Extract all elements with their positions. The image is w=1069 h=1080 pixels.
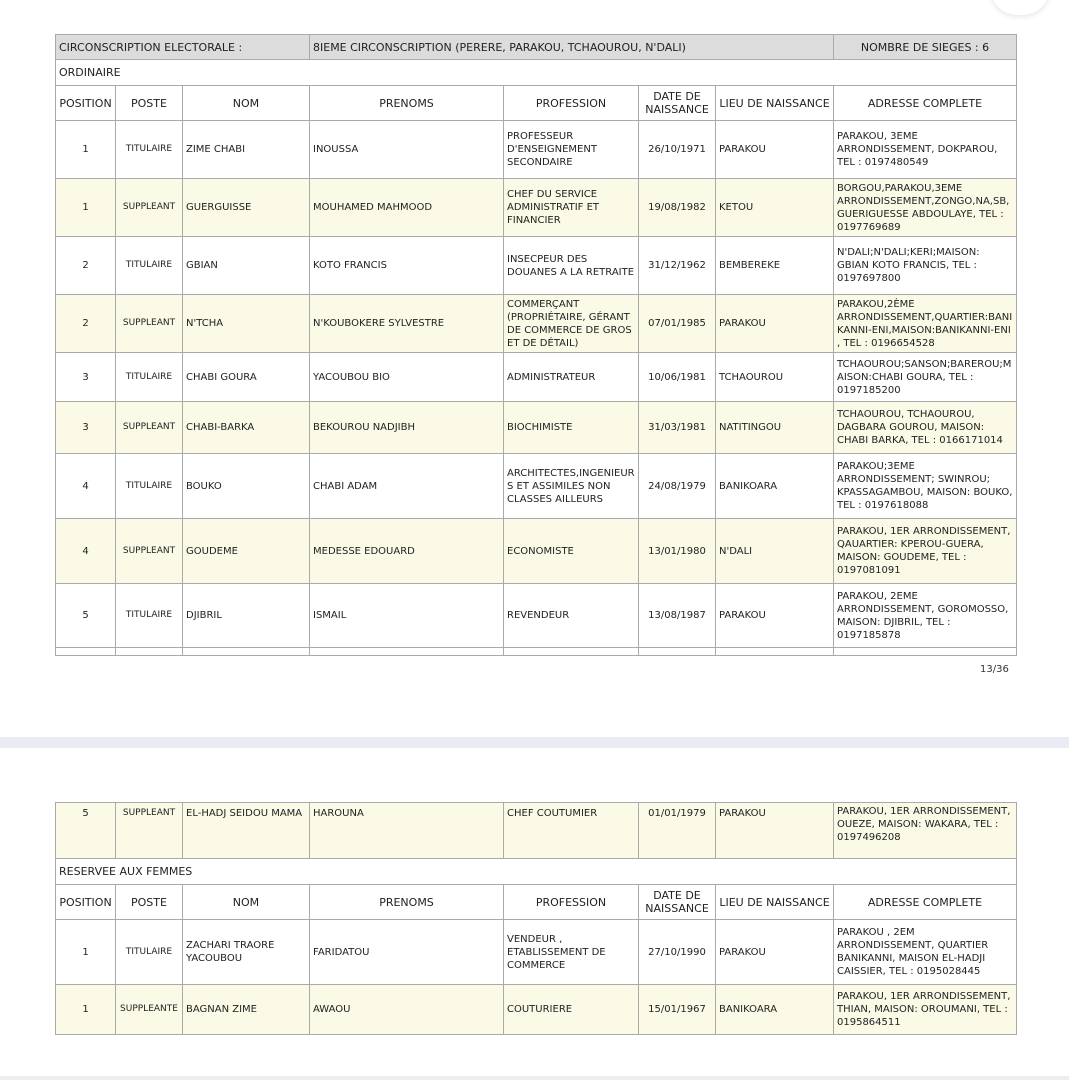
cell-date: 24/08/1979 [639, 454, 716, 519]
cell-profession: PROFESSEUR D'ENSEIGNEMENT SECONDAIRE [504, 121, 639, 179]
cell-profession: ARCHITECTES,INGENIEUR S ET ASSIMILES NON CLASSES AILLEURS [504, 454, 639, 519]
cell-lieu: BEMBEREKE [716, 237, 834, 295]
cell-lieu: N'DALI [716, 519, 834, 584]
cell-prenoms: FARIDATOU [310, 920, 504, 985]
cell-lieu: KETOU [716, 179, 834, 237]
cell-profession: CHEF DU SERVICE ADMINISTRATIF ET FINANCIER [504, 179, 639, 237]
document-page-13 [55, 34, 1016, 656]
cell-poste: TITULAIRE [116, 353, 183, 402]
cell-nom: CHABI GOURA [183, 353, 310, 402]
cell-profession: COMMERÇANT (PROPRIÉTAIRE, GÉRANT DE COMMERCE DE GROS ET DE DÉTAIL) [504, 295, 639, 353]
cell-prenoms: HAROUNA [310, 803, 504, 859]
cell-lieu: BANIKOARA [716, 454, 834, 519]
cell-date: 01/01/1979 [639, 803, 716, 859]
cell-lieu: TCHAOUROU [716, 353, 834, 402]
cell-nom: ZIME CHABI [183, 121, 310, 179]
cell-adresse: BORGOU,PARAKOU,3EME ARRONDISSEMENT,ZONGO,NA,SB, GUERIGUESSE ABDOULAYE, TEL : 0197769689 [834, 179, 1017, 237]
table-row [56, 295, 1017, 353]
col-date-line1: DATE DE [653, 90, 701, 103]
cell-profession: ECONOMISTE [504, 519, 639, 584]
cell-position: 2 [56, 237, 116, 295]
column-header-row [56, 885, 1017, 920]
cell-adresse: N'DALI;N'DALI;KERI;MAISON: GBIAN KOTO FRANCIS, TEL : 0197697800 [834, 237, 1017, 295]
cell-nom: GOUDEME [183, 519, 310, 584]
cell-date: 13/01/1980 [639, 519, 716, 584]
cell-profession: CHEF COUTUMIER [504, 803, 639, 859]
cell-prenoms: MOUHAMED MAHMOOD [310, 179, 504, 237]
cell-position: 1 [56, 179, 116, 237]
cell-nom: BOUKO [183, 454, 310, 519]
cell-nom: CHABI-BARKA [183, 402, 310, 454]
col-date [639, 86, 716, 121]
cell-position: 1 [56, 121, 116, 179]
cell-profession: REVENDEUR [504, 584, 639, 648]
page-number: 13/36 [980, 664, 1009, 675]
col-date-line2: NAISSANCE [645, 902, 709, 915]
table-row [56, 237, 1017, 295]
cell-poste: TITULAIRE [116, 584, 183, 648]
cell-position: 2 [56, 295, 116, 353]
cell-position: 4 [56, 519, 116, 584]
cell-adresse: PARAKOU;3EME ARRONDISSEMENT; SWINROU; KPASSAGAMBOU, MAISON: BOUKO, TEL : 0197618088 [834, 454, 1017, 519]
cell-poste: TITULAIRE [116, 237, 183, 295]
col-date [639, 885, 716, 920]
cell-poste: SUPPLEANT [116, 295, 183, 353]
cell-profession: INSECPEUR DES DOUANES A LA RETRAITE [504, 237, 639, 295]
cell-position: 5 [56, 803, 116, 859]
col-date-line1: DATE DE [653, 889, 701, 902]
col-date-line2: NAISSANCE [645, 103, 709, 116]
cell-poste: TITULAIRE [116, 920, 183, 985]
cell-adresse: TCHAOUROU, TCHAOUROU, DAGBARA GOUROU, MAISON: CHABI BARKA, TEL : 0166171014 [834, 402, 1017, 454]
cell-position: 5 [56, 584, 116, 648]
cell-prenoms: CHABI ADAM [310, 454, 504, 519]
section-title: RESERVEE AUX FEMMES [56, 859, 1017, 885]
cell-adresse: PARAKOU , 2EM ARRONDISSEMENT, QUARTIER BANIKANNI, MAISON EL-HADJI CAISSIER, TEL : 0195028445 [834, 920, 1017, 985]
cell-poste: SUPPLEANTE [116, 985, 183, 1035]
table-row [56, 519, 1017, 584]
cell-lieu: PARAKOU [716, 121, 834, 179]
cell-prenoms: KOTO FRANCIS [310, 237, 504, 295]
table-row [56, 454, 1017, 519]
cell-profession: VENDEUR , ETABLISSEMENT DE COMMERCE [504, 920, 639, 985]
col-profession: PROFESSION [504, 885, 639, 920]
cell-prenoms: AWAOU [310, 985, 504, 1035]
cell-date: 10/06/1981 [639, 353, 716, 402]
cell-adresse: PARAKOU, 3EME ARRONDISSEMENT, DOKPAROU, TEL : 0197480549 [834, 121, 1017, 179]
cell-poste: SUPPLEANT [116, 179, 183, 237]
table-row [56, 985, 1017, 1035]
cell-prenoms: ISMAIL [310, 584, 504, 648]
cell-lieu: PARAKOU [716, 803, 834, 859]
col-position: POSITION [56, 86, 116, 121]
cell-adresse: TCHAOUROU;SANSON;BAREROU;M AISON:CHABI GOURA, TEL : 0197185200 [834, 353, 1017, 402]
cell-poste: SUPPLEANT [116, 803, 183, 859]
candidates-table-page-1 [55, 34, 1017, 656]
cell-prenoms: N'KOUBOKERE SYLVESTRE [310, 295, 504, 353]
cell-position: 1 [56, 985, 116, 1035]
col-lieu: LIEU DE NAISSANCE [716, 86, 834, 121]
cell-date: 31/12/1962 [639, 237, 716, 295]
cell-nom: N'TCHA [183, 295, 310, 353]
table-row-cutoff [56, 648, 1017, 656]
col-prenoms: PRENOMS [310, 86, 504, 121]
table-row [56, 803, 1017, 859]
cell-lieu: PARAKOU [716, 920, 834, 985]
cell-position: 1 [56, 920, 116, 985]
document-page-14 [55, 802, 1016, 1035]
section-ordinaire [56, 60, 1017, 86]
cell-position: 4 [56, 454, 116, 519]
cell-date: 07/01/1985 [639, 295, 716, 353]
cell-poste: TITULAIRE [116, 454, 183, 519]
col-lieu: LIEU DE NAISSANCE [716, 885, 834, 920]
cell-poste: TITULAIRE [116, 121, 183, 179]
cell-date: 31/03/1981 [639, 402, 716, 454]
constituency-header [56, 35, 1017, 60]
cell-prenoms: BEKOUROU NADJIBH [310, 402, 504, 454]
table-row [56, 121, 1017, 179]
col-position: POSITION [56, 885, 116, 920]
cell-date: 27/10/1990 [639, 920, 716, 985]
cell-adresse: PARAKOU, 1ER ARRONDISSEMENT, QAUARTIER: KPEROU-GUERA, MAISON: GOUDEME, TEL : 0197081091 [834, 519, 1017, 584]
cell-position: 3 [56, 402, 116, 454]
col-nom: NOM [183, 885, 310, 920]
constituency-label: CIRCONSCRIPTION ELECTORALE : [56, 35, 310, 60]
cell-prenoms: INOUSSA [310, 121, 504, 179]
cell-lieu: NATITINGOU [716, 402, 834, 454]
section-title: ORDINAIRE [56, 60, 1017, 86]
seats-count: NOMBRE DE SIEGES : 6 [834, 35, 1017, 60]
cell-nom: GBIAN [183, 237, 310, 295]
constituency-value: 8IEME CIRCONSCRIPTION (PERERE, PARAKOU, TCHAOUROU, N'DALI) [310, 35, 834, 60]
table-row [56, 920, 1017, 985]
cell-nom: DJIBRIL [183, 584, 310, 648]
cell-position: 3 [56, 353, 116, 402]
page-bottom-edge [0, 1076, 1069, 1080]
cell-profession: BIOCHIMISTE [504, 402, 639, 454]
cell-lieu: PARAKOU [716, 295, 834, 353]
cell-adresse: PARAKOU, 2EME ARRONDISSEMENT, GOROMOSSO, MAISON: DJIBRIL, TEL : 0197185878 [834, 584, 1017, 648]
col-poste: POSTE [116, 885, 183, 920]
cell-nom: BAGNAN ZIME [183, 985, 310, 1035]
table-row [56, 179, 1017, 237]
cell-adresse: PARAKOU, 1ER ARRONDISSEMENT, THIAN, MAISON: OROUMANI, TEL : 0195864511 [834, 985, 1017, 1035]
cell-profession: ADMINISTRATEUR [504, 353, 639, 402]
candidates-table-page-2 [55, 802, 1017, 1035]
col-adresse: ADRESSE COMPLETE [834, 885, 1017, 920]
section-femmes [56, 859, 1017, 885]
col-poste: POSTE [116, 86, 183, 121]
cell-nom: GUERGUISSE [183, 179, 310, 237]
cell-date: 19/08/1982 [639, 179, 716, 237]
cell-prenoms: YACOUBOU BIO [310, 353, 504, 402]
cell-lieu: PARAKOU [716, 584, 834, 648]
table-row [56, 584, 1017, 648]
column-header-row [56, 86, 1017, 121]
cell-adresse: PARAKOU, 1ER ARRONDISSEMENT, OUEZE, MAISON: WAKARA, TEL : 0197496208 [834, 803, 1017, 859]
cell-profession: COUTURIERE [504, 985, 639, 1035]
cell-poste: SUPPLEANT [116, 402, 183, 454]
cell-poste: SUPPLEANT [116, 519, 183, 584]
cell-nom: ZACHARI TRAORE YACOUBOU [183, 920, 310, 985]
cell-nom: EL-HADJ SEIDOU MAMA [183, 803, 310, 859]
cell-lieu: BANIKOARA [716, 985, 834, 1035]
cell-prenoms: MEDESSE EDOUARD [310, 519, 504, 584]
cell-date: 13/08/1987 [639, 584, 716, 648]
cell-adresse: PARAKOU,2ÈME ARRONDISSEMENT,QUARTIER:BANI KANNI-ENI,MAISON:BANIKANNI-ENI , TEL : 0196654528 [834, 295, 1017, 353]
table-row [56, 353, 1017, 402]
col-adresse: ADRESSE COMPLETE [834, 86, 1017, 121]
table-row [56, 402, 1017, 454]
col-profession: PROFESSION [504, 86, 639, 121]
col-prenoms: PRENOMS [310, 885, 504, 920]
cell-date: 26/10/1971 [639, 121, 716, 179]
page-separator [0, 737, 1069, 748]
col-nom: NOM [183, 86, 310, 121]
cell-date: 15/01/1967 [639, 985, 716, 1035]
scroll-corner-button[interactable] [990, 0, 1050, 15]
